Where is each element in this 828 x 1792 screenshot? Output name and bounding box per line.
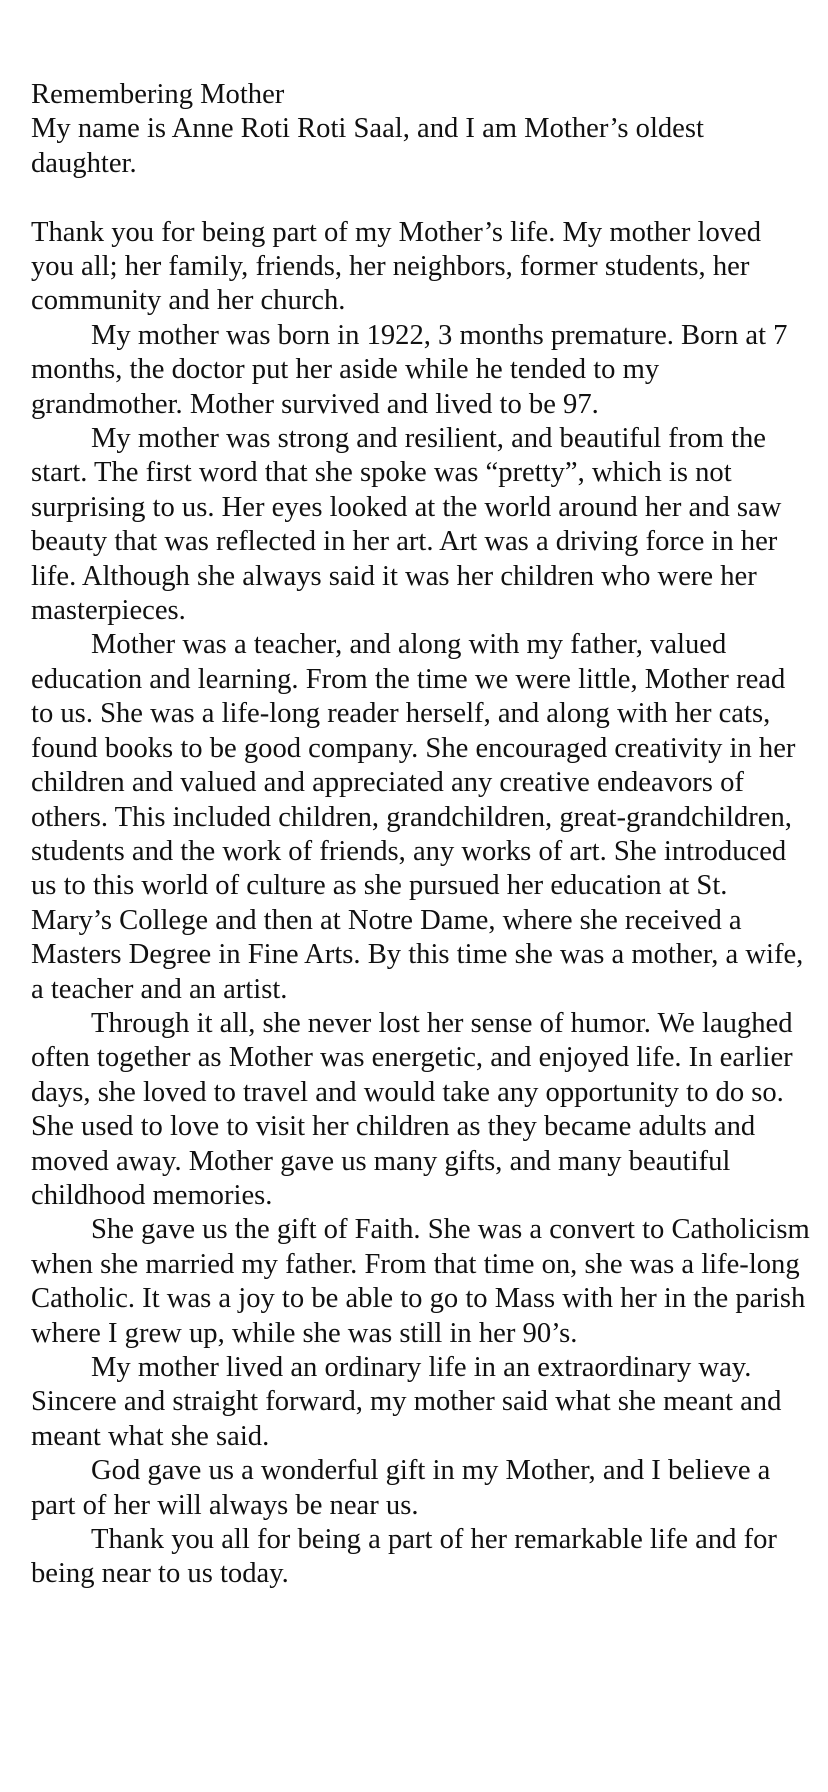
document-body (31, 78, 811, 1592)
paragraph-resilience: My mother was strong and resilient, and beautiful from the start. The first word that she spoke was “pretty”, which is not surprising to us. Her eyes looked at the world around her and saw beauty that was reflected in her art. Art was a driving force in her life. Although she always said it was her children who were her masterpieces. (31, 423, 782, 627)
paragraph-ordinary-life: My mother lived an ordinary life in an extraordinary way. Sincere and straight forward, my mother said what she meant and meant what she said. (31, 1352, 782, 1452)
intro-paragraph: My name is Anne Roti Roti Saal, and I am Mother’s oldest daughter. (31, 113, 704, 179)
document-title: Remembering Mother (31, 79, 285, 110)
paragraph-birth: My mother was born in 1922, 3 months premature. Born at 7 months, the doctor put her aside while he tended to my grandmother. Mother survived and lived to be 97. (31, 319, 788, 420)
paragraph-faith: She gave us the gift of Faith. She was a convert to Catholicism when she married my father. From that time on, she was a life-long Catholic. It was a joy to be able to go to Mass with her in the parish where I grew up, while she was still in her 90’s. (31, 1214, 810, 1349)
paragraph-gift: God gave us a wonderful gift in my Mother, and I believe a part of her will always be near us. (31, 1455, 771, 1521)
paragraph-closing: Thank you all for being a part of her remarkable life and for being near to us today. (31, 1524, 777, 1590)
paragraph-teacher: Mother was a teacher, and along with my father, valued education and learning. From the time we were little, Mother read to us. She was a life-long reader herself, and along with her cats, found books to be good company. She encouraged creativity in her children and valued and appreciated any creative endeavors of others. This included children, grandchildren, great-grandchildren, students and the work of friends, any works of art. She introduced us to this world of culture as she pursued her education at St. Mary’s College and then at Notre Dame, where she received a Masters Degree in Fine Arts. By this time she was a mother, a wife, a teacher and an artist. (31, 629, 804, 1005)
paragraph-humor: Through it all, she never lost her sense of humor. We laughed often together as Mother was energetic, and enjoyed life. In earlier days, she loved to travel and would take any opportunity to do so. She used to love to visit her children as they became adults and moved away. Mother gave us many gifts, and many beautiful childhood memories. (31, 1007, 793, 1211)
paragraph-thank-you: Thank you for being part of my Mother’s life. My mother loved you all; her family, friends, her neighbors, former students, her community and her church. (31, 216, 762, 317)
